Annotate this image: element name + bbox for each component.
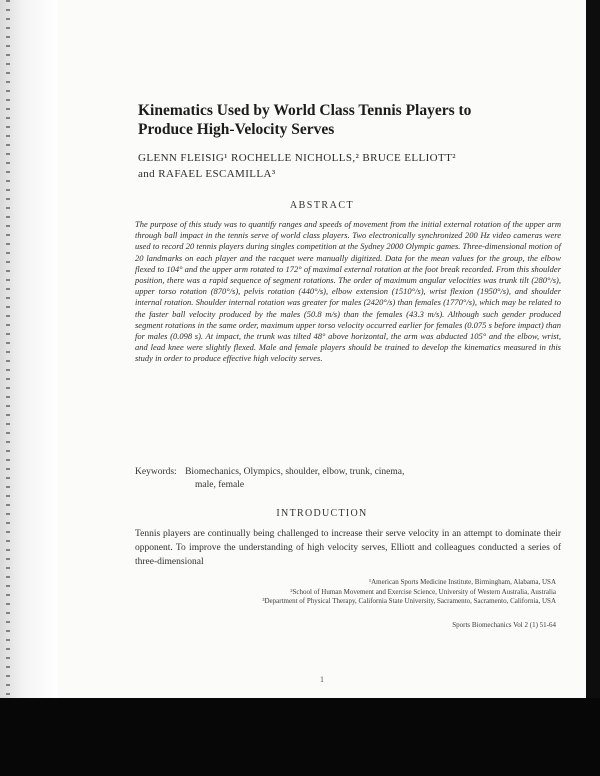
paper-title-line-2: Produce High-Velocity Serves (138, 121, 335, 138)
author-list (138, 150, 558, 182)
affiliation-3: ³Department of Physical Therapy, California State University, Sacramento, Sacramento, California, USA (262, 597, 556, 605)
keywords-line-1: Biomechanics, Olympics, shoulder, elbow, trunk, cinema, (185, 467, 405, 477)
paper-title-line-1: Kinematics Used by World Class Tennis Players to (138, 102, 472, 119)
introduction-heading: INTRODUCTION (276, 508, 368, 519)
affiliation-2: ²School of Human Movement and Exercise Science, University of Western Australia, Australia (290, 587, 556, 596)
affiliations (178, 578, 556, 607)
binding-holes (6, 0, 10, 700)
introduction-text: Tennis players are continually being challenged to increase their serve velocity in an attempt to dominate their opponent. To improve the understanding of high velocity serves, Elliott and colleagues conducted a series of three-dimensional (135, 529, 561, 567)
scan-left-edge (0, 0, 58, 700)
keywords-label: Keywords: (135, 467, 177, 477)
author-list-line-2: and RAFAEL ESCAMILLA³ (138, 168, 276, 180)
keywords (135, 466, 561, 492)
paper-page (58, 0, 586, 698)
journal-reference: Sports Biomechanics Vol 2 (1) 51-64 (452, 621, 556, 629)
scan-right-edge (586, 0, 600, 705)
author-list-line-1: GLENN FLEISIG¹ ROCHELLE NICHOLLS,² BRUCE ELLIOTT² (138, 152, 456, 164)
affiliation-1: ¹American Sports Medicine Institute, Birmingham, Alabama, USA (369, 578, 556, 586)
abstract-heading: ABSTRACT (289, 200, 355, 211)
scan-bottom-edge (0, 698, 600, 776)
keywords-line-2: male, female (195, 480, 245, 490)
page-number: 1 (320, 675, 324, 684)
abstract-text: The purpose of this study was to quantify ranges and speeds of movement from the initial external rotation of the upper arm through ball impact in the tennis serve of world class players. Two electronically synchronized 200 Hz video cameras were used to record 20 tennis players during singles competition at the Sydney 2000 Olympic games. Three-dimensional motion of 20 landmarks on each player and the racquet were manually digitized. Data for the mean values for the group, the elbow flexed to 104° and the upper arm rotated to 172° of maximal external rotation at the foot break recorded. From this shoulder position, there was a rapid sequence of segment rotations. The order of maximum angular velocities was trunk tilt (280°/s), upper torso rotation (870°/s), pelvis rotation (440°/s), elbow extension (1510°/s), wrist flexion (1950°/s), and shoulder internal rotation. Shoulder internal rotation was greater for males (2420°/s) than females (1770°/s), which may be related to the faster ball velocity produced by the males (50.8 m/s) than the females (43.3 m/s). Although such gender produced segment rotations in the same order, maximum upper torso velocity occurred earlier for females (0.075 s before impact) than for males (0.098 s). At impact, the trunk was tilted 48° above horizontal, the arm was abducted 105° and the elbow, wrist, and lead knee were slightly flexed. Male and female players should be trained to develop the kinematics measured in this study in order to produce effective high velocity serves. (135, 219, 561, 364)
paper-title (138, 101, 538, 139)
